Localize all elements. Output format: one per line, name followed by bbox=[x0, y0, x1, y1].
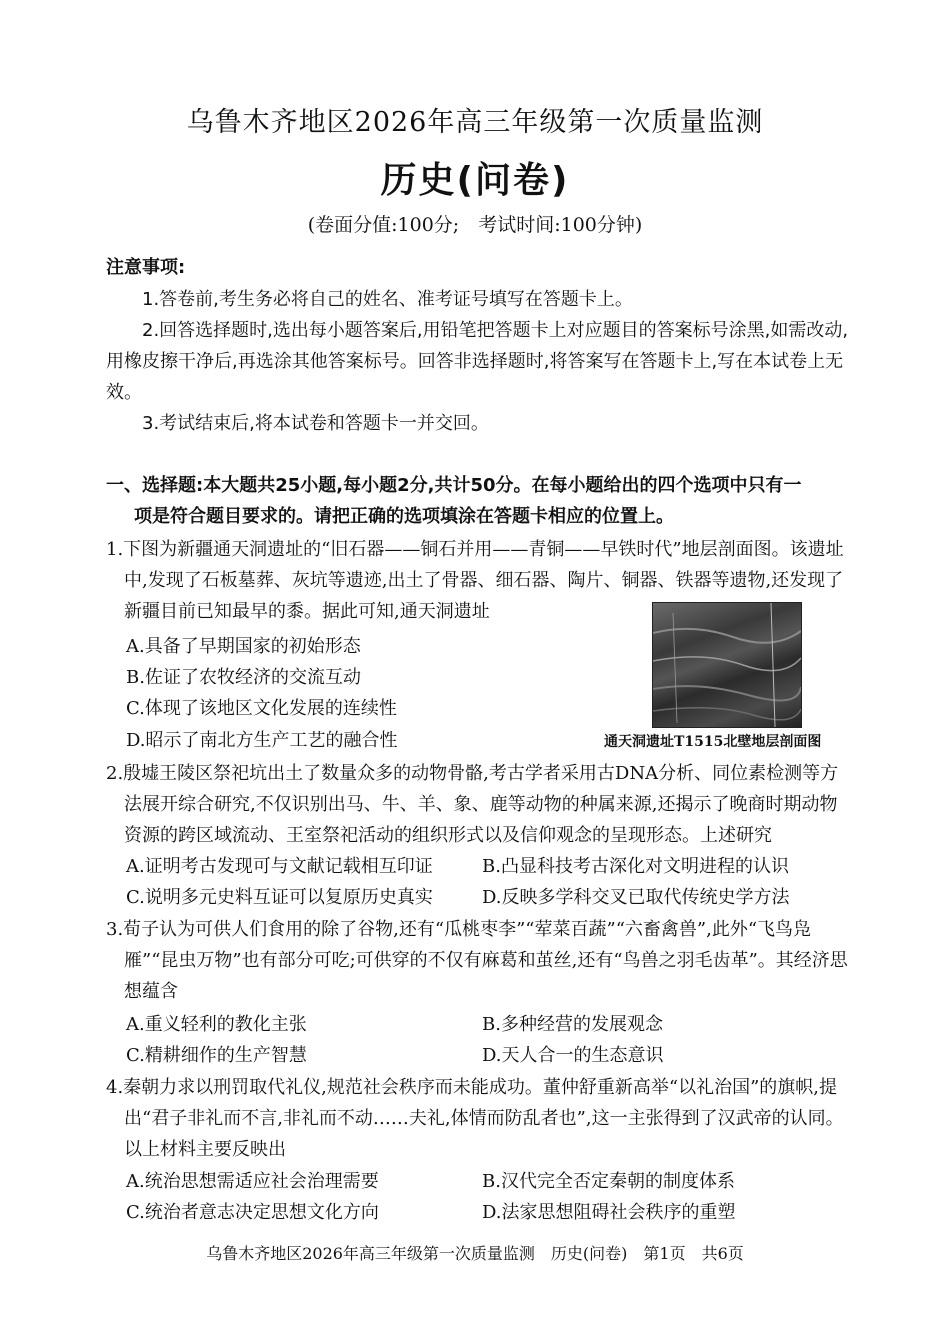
section-line-2: 项是符合题目要求的。请把正确的选项填涂在答题卡相应的位置上。 bbox=[134, 506, 674, 527]
notice-list bbox=[106, 284, 851, 439]
q4-option-d: D.法家思想阻碍社会秩序的重塑 bbox=[482, 1202, 736, 1223]
question-3 bbox=[106, 914, 851, 1007]
stratigraphy-photo bbox=[652, 602, 802, 728]
question-2-stem: 2.殷墟王陵区祭祀坑出土了数量众多的动物骨骼,考古学者采用古DNA分析、同位素检测等方法展开综合研究,不仅识别出马、牛、羊、象、鹿等动物的种属来源,还揭示了晚商时期动物资源的跨区域流动、王室祭祀活动的组织形式以及信仰观念的呈现形态。上述研究 bbox=[106, 763, 839, 846]
notice-item: 1.答卷前,考生务必将自己的姓名、准考证号填写在答题卡上。 bbox=[142, 289, 633, 310]
notice-item: 3.考试结束后,将本试卷和答题卡一并交回。 bbox=[142, 413, 489, 434]
q2-option-b: B.凸显科技考古深化对文明进程的认识 bbox=[482, 856, 789, 877]
exam-meta: (卷面分值:100分; 考试时间:100分钟) bbox=[307, 214, 643, 236]
notice-heading: 注意事项: bbox=[106, 257, 186, 278]
q1-option-d: D.昭示了南北方生产工艺的融合性 bbox=[126, 730, 398, 751]
q4-option-b: B.汉代完全否定秦朝的制度体系 bbox=[482, 1171, 735, 1192]
q4-option-c: C.统治者意志决定思想文化方向 bbox=[126, 1202, 379, 1223]
question-2 bbox=[106, 758, 851, 851]
question-4 bbox=[106, 1072, 851, 1165]
q3-option-d: D.天人合一的生态意识 bbox=[482, 1045, 664, 1066]
section-heading bbox=[106, 470, 851, 532]
q1-option-c: C.体现了该地区文化发展的连续性 bbox=[126, 698, 397, 719]
exam-title: 乌鲁木齐地区2026年高三年级第一次质量监测 bbox=[186, 107, 764, 138]
q3-option-b: B.多种经营的发展观念 bbox=[482, 1014, 663, 1035]
section-line-1: 一、选择题:本大题共25小题,每小题2分,共计50分。在每小题给出的四个选项中只有一 bbox=[106, 475, 802, 496]
q4-option-a: A.统治思想需适应社会治理需要 bbox=[126, 1171, 379, 1192]
q2-option-d: D.反映多学科交叉已取代传统史学方法 bbox=[482, 887, 790, 908]
question-3-stem: 3.荀子认为可供人们食用的除了谷物,还有“瓜桃枣李”“荤菜百蔬”“六畜禽兽”,此外“飞鸟凫雁”“昆虫万物”也有部分可吃;可供穿的不仅有麻葛和茧丝,还有“鸟兽之羽毛齿革”。其经济思想蕴含 bbox=[106, 919, 848, 1002]
notice-item: 2.回答选择题时,选出每小题答案后,用铅笔把答题卡上对应题目的答案标号涂黑,如需改动,用橡皮擦干净后,再选涂其他答案标号。回答非选择题时,将答案写在答题卡上,写在本试卷上无效。 bbox=[106, 320, 849, 403]
q1-option-a: A.具备了早期国家的初始形态 bbox=[126, 636, 361, 657]
q1-option-b: B.佐证了农牧经济的交流互动 bbox=[126, 667, 361, 688]
question-4-stem: 4.秦朝力求以刑罚取代礼仪,规范社会秩序而未能成功。董仲舒重新高举“以礼治国”的旗帜,提出“君子非礼而不言,非礼而不动……夫礼,体情而防乱者也”,这一主张得到了汉武帝的认同。以上材料主要反映出 bbox=[106, 1077, 844, 1160]
q3-option-c: C.精耕细作的生产智慧 bbox=[126, 1045, 307, 1066]
q2-option-a: A.证明考古发现可与文献记载相互印证 bbox=[126, 856, 433, 877]
subject-title: 历史(问卷) bbox=[380, 160, 570, 201]
figure-caption: 通天洞遗址T1515北壁地层剖面图 bbox=[604, 734, 822, 750]
page-footer: 乌鲁木齐地区2026年高三年级第一次质量监测 历史(问卷) 第1页 共6页 bbox=[206, 1244, 744, 1263]
q3-option-a: A.重义轻利的教化主张 bbox=[126, 1014, 307, 1035]
question-1-stem: 1.下图为新疆通天洞遗址的“旧石器——铜石并用——青铜——早铁时代”地层剖面图。该遗址中,发现了石板墓葬、灰坑等遗迹,出土了骨器、细石器、陶片、铜器、铁器等遗物,还发现了新疆目前已知最早的黍。据此可知,通天洞遗址 bbox=[106, 539, 844, 622]
q2-option-c: C.说明多元史料互证可以复原历史真实 bbox=[126, 887, 433, 908]
